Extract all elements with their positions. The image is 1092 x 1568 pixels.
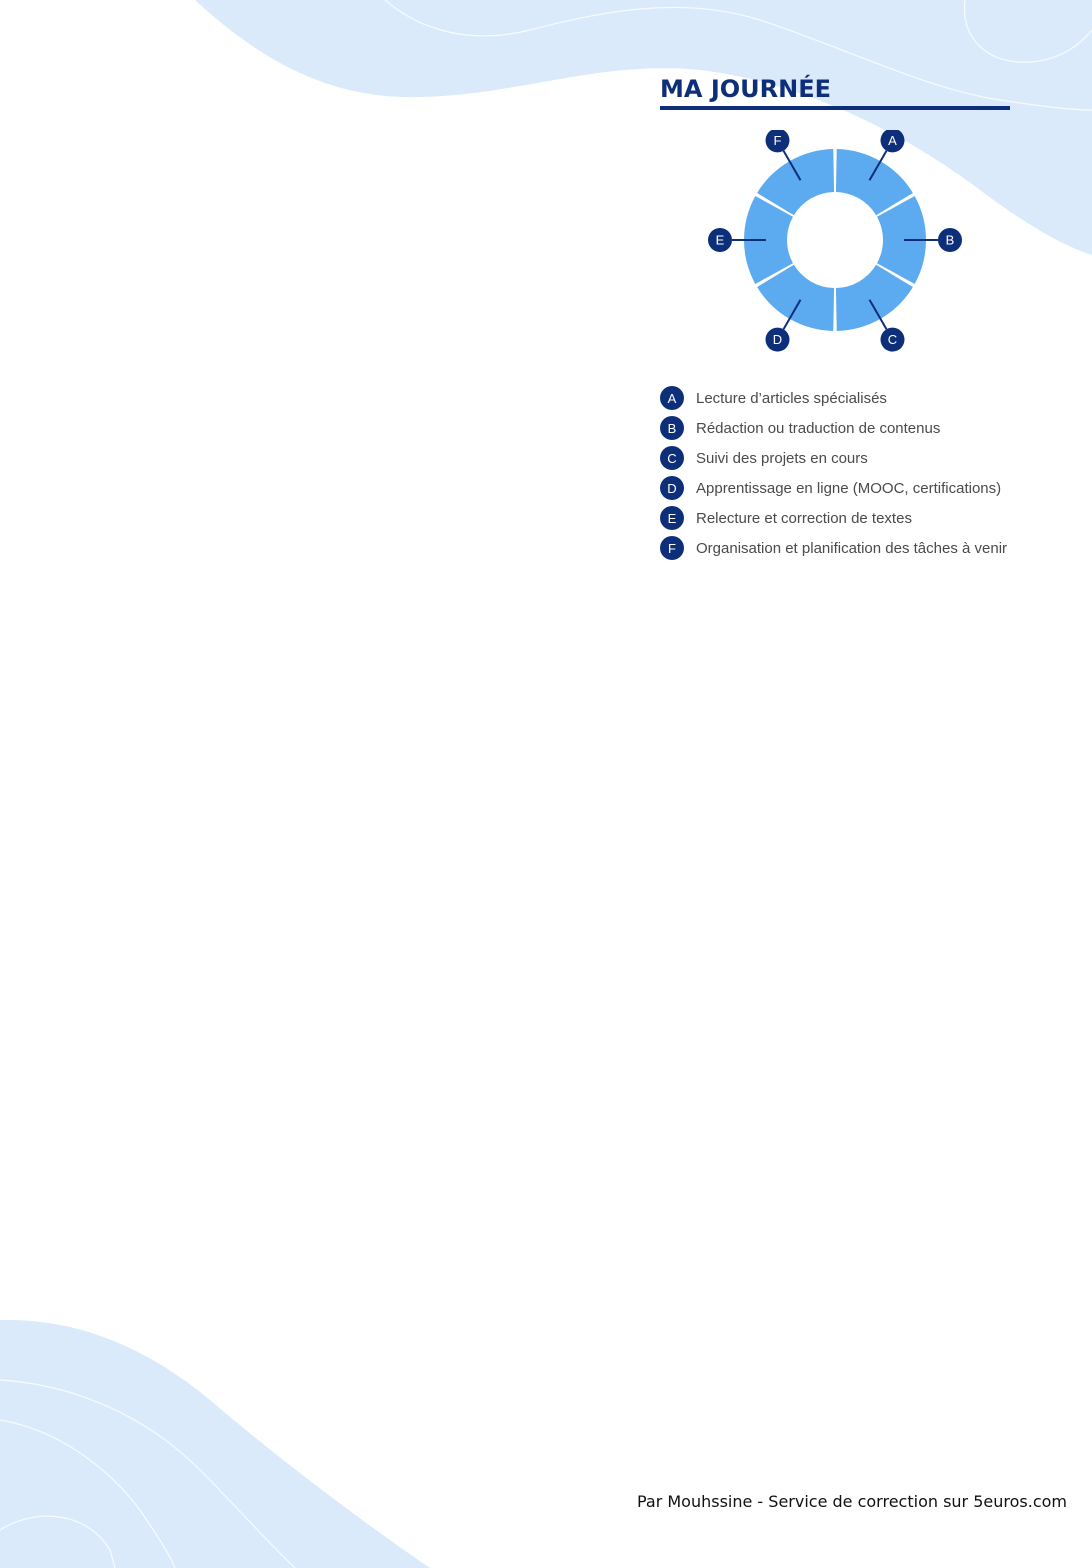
activity-legend — [660, 386, 1020, 566]
donut-badge-label-c: C — [887, 332, 898, 348]
legend-label: Rédaction ou traduction de contenus — [696, 419, 941, 437]
legend-label: Suivi des projets en cours — [696, 449, 868, 467]
legend-label: Relecture et correction de textes — [696, 509, 912, 527]
footer-credit: Par Mouhssine - Service de correction sur 5euros.com — [636, 1492, 1067, 1511]
legend-badge: A — [660, 386, 684, 410]
donut-badge-label-d: D — [772, 332, 783, 348]
donut-badge-label-f: F — [773, 132, 782, 148]
legend-item-f — [660, 536, 1020, 560]
section-title: MA JOURNÉE — [660, 75, 831, 103]
legend-item-e — [660, 506, 1020, 530]
donut-badge-label-a: A — [888, 132, 897, 148]
legend-badge: D — [660, 476, 684, 500]
legend-item-a — [660, 386, 1020, 410]
legend-item-d — [660, 476, 1020, 500]
legend-label: Organisation et planification des tâches à venir — [696, 539, 1008, 557]
legend-badge: F — [660, 536, 684, 560]
legend-badge: E — [660, 506, 684, 530]
legend-item-b — [660, 416, 1020, 440]
legend-label: Lecture d’articles spécialisés — [696, 389, 887, 407]
donut-badge-label-e: E — [715, 232, 725, 248]
donut-badge-label-b: B — [945, 232, 955, 248]
title-underline — [660, 106, 1010, 110]
legend-item-c — [660, 446, 1020, 470]
legend-badge: C — [660, 446, 684, 470]
legend-label: Apprentissage en ligne (MOOC, certifications) — [696, 479, 1002, 497]
legend-badge: B — [660, 416, 684, 440]
activity-donut-chart — [700, 130, 970, 360]
section-header — [660, 72, 1012, 110]
